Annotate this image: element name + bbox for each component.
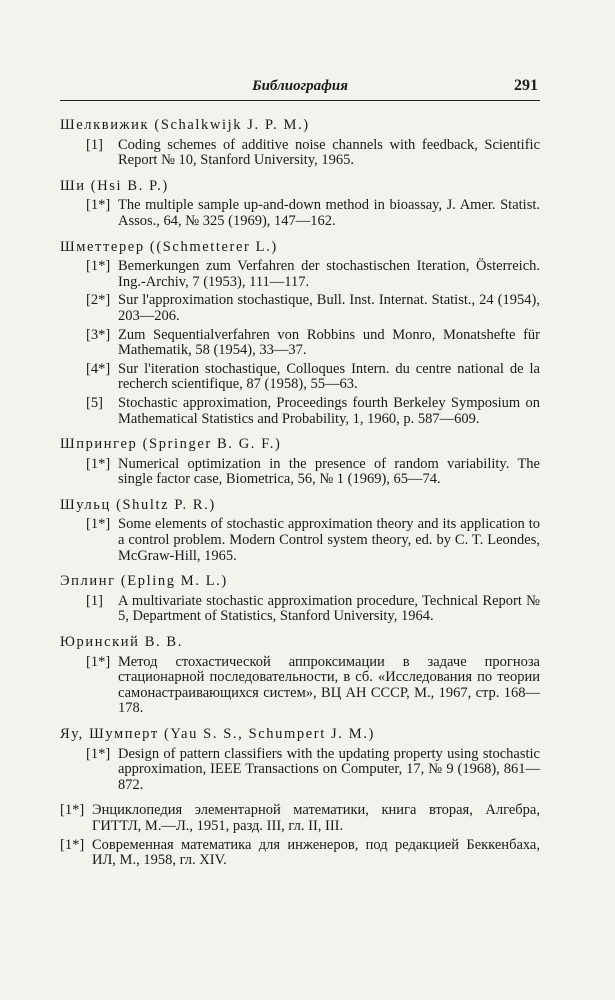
ref-text: Stochastic approximation, Proceedings fourth Berkeley Symposium on Mathematical Statistics and Probability, 1, 1960, p. 587—609.	[118, 394, 540, 427]
author-name: Шелквижик (Schalkwijk J. P. M.)	[60, 117, 310, 133]
author-name: Эплинг (Epling M. L.)	[60, 573, 228, 590]
bib-entry	[60, 727, 540, 793]
header-title: Библиография	[252, 78, 348, 94]
reference	[86, 517, 540, 564]
ref-number: [4*]	[86, 360, 111, 377]
bib-entry	[60, 118, 540, 169]
ref-text: Zum Sequentialverfahren von Robbins und Monro, Monatshefte für Mathematik, 58 (1954), 33—37.	[118, 326, 540, 359]
ref-number: [1*]	[60, 802, 85, 819]
author-name: Шпрингер (Springer B. G. F.)	[60, 436, 282, 453]
reference	[86, 293, 540, 324]
ref-text: Sur l'iteration stochastique, Colloques Intern. du centre national de la recherch scientifique, 87 (1958), 55—63.	[118, 360, 540, 393]
ref-text: Coding schemes of additive noise channels with feedback, Scientific Report № 10, Stanford University, 1965.	[118, 136, 540, 169]
ref-number: [1*]	[60, 836, 85, 853]
bibliography-list	[60, 118, 540, 872]
author-name: Юринский В. В.	[60, 634, 183, 651]
bib-entry	[60, 240, 540, 428]
ref-text: Современная математика для инженеров, под редакцией Беккенбаха, ИЛ, М., 1958, гл. XIV.	[92, 836, 540, 869]
reference	[86, 594, 540, 625]
bib-entry	[60, 635, 540, 717]
ref-number: [2*]	[86, 292, 111, 309]
ref-text: Энциклопедия элементарной математики, книга вторая, Алгебра, ГИТТЛ, М.—Л., 1951, разд. III, гл. II, III.	[92, 802, 540, 834]
author-name: Шульц (Shultz P. R.)	[60, 496, 216, 513]
ref-number: [3*]	[86, 326, 111, 343]
ref-text: Метод стохастической аппроксимации в задаче прогноза стационарной последовательности, в сб. «Исследования по теории самонастраивающихся систем», ВЦ АН СССР, М., 1967, стр. 168—178.	[118, 653, 540, 717]
ref-text: A multivariate stochastic approximation procedure, Technical Report № 5, Department of Statistics, Stanford University, 1964.	[118, 592, 540, 625]
bib-entry	[60, 437, 540, 488]
bib-entry	[60, 498, 540, 564]
ref-number: [1*]	[86, 197, 111, 214]
author-name: Яу, Шумперт (Yau S. S., Schumpert J. M.)	[60, 726, 375, 742]
ref-text: Design of pattern classifiers with the updating property using stochastic approximation, IEEE Transactions on Computer, 17, № 9 (1968), 861—872.	[118, 745, 540, 793]
running-header	[60, 76, 540, 101]
reference	[86, 362, 540, 393]
reference	[86, 655, 540, 717]
ref-number: [1*]	[86, 745, 111, 762]
author-name: Шметтерер ((Schmetterer L.)	[60, 238, 278, 255]
ref-number: [1*]	[86, 258, 111, 275]
ref-number: [1*]	[86, 516, 111, 533]
reference	[86, 396, 540, 427]
ref-text: Sur l'approximation stochastique, Bull. Inst. Internat. Statist., 24 (1954), 203—206.	[118, 292, 540, 324]
reference	[86, 328, 540, 359]
anonymous-reference	[60, 838, 540, 869]
bib-entry	[60, 179, 540, 230]
ref-text: Bemerkungen zum Verfahren der stochastischen Iteration, Österreich. Ing.-Archiv, 7 (1953), 111—117.	[118, 258, 540, 290]
reference	[86, 457, 540, 488]
author-name: Ши (Hsi B. P.)	[60, 177, 169, 194]
anonymous-reference	[60, 803, 540, 834]
page-number: 291	[514, 77, 538, 94]
ref-number: [1*]	[86, 455, 111, 472]
reference	[86, 198, 540, 229]
reference	[86, 138, 540, 169]
ref-number: [1]	[86, 592, 103, 609]
reference	[86, 747, 540, 794]
ref-number: [1*]	[86, 653, 111, 670]
ref-text: The multiple sample up-and-down method in bioassay, J. Amer. Statist. Assos., 64, № 325 (1969), 147—162.	[118, 197, 540, 229]
ref-text: Some elements of stochastic approximation theory and its application to a control problem. Modern Control system theory, ed. by C. T. Leondes, McGraw-Hill, 1965.	[118, 516, 540, 564]
reference	[86, 259, 540, 290]
bib-entry	[60, 574, 540, 625]
ref-text: Numerical optimization in the presence of random variability. The single factor case, Biometrica, 56, № 1 (1969), 65—74.	[118, 455, 540, 488]
ref-number: [1]	[86, 136, 103, 153]
ref-number: [5]	[86, 394, 103, 411]
